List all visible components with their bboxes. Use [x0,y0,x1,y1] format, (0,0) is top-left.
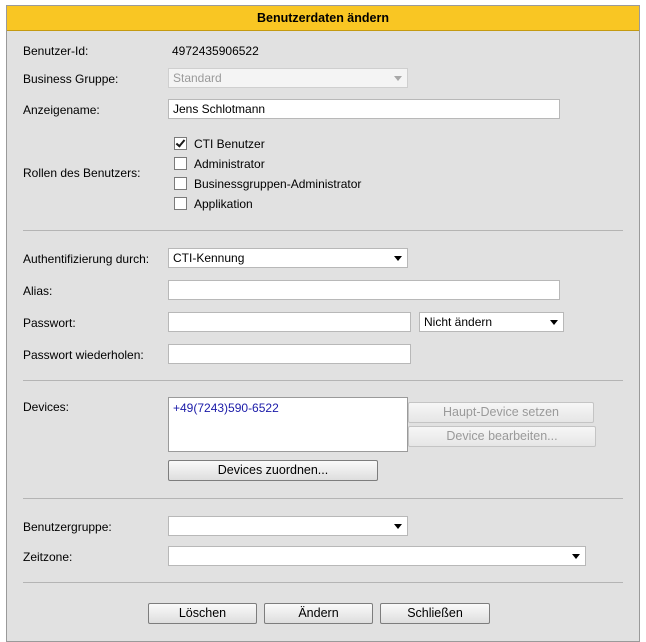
auth-select[interactable] [168,248,408,268]
application-checkbox[interactable] [174,197,187,210]
password-label: Passwort: [23,316,76,330]
administrator-label: Administrator [194,157,265,171]
chevron-down-icon [394,256,402,261]
separator [23,582,623,583]
administrator-checkbox[interactable] [174,157,187,170]
set-main-device-button[interactable]: Haupt-Device setzen [408,402,594,423]
display-name-value: Jens Schlotmann [173,102,266,116]
business-group-select [168,68,408,88]
business-group-label: Business Gruppe: [23,72,119,86]
user-group-label: Benutzergruppe: [23,520,112,534]
cti-user-checkbox[interactable] [174,137,187,150]
password-input[interactable] [168,312,411,332]
business-group-admin-label: Businessgruppen-Administrator [194,177,362,191]
separator [23,380,623,381]
dialog-title: Benutzerdaten ändern [7,6,639,31]
alias-label: Alias: [23,284,53,298]
delete-button[interactable]: Löschen [148,603,257,624]
timezone-label: Zeitzone: [23,550,73,564]
business-group-value: Standard [173,71,222,85]
application-label: Applikation [194,197,253,211]
roles-label: Rollen des Benutzers: [23,166,141,180]
devices-listbox[interactable] [168,397,408,452]
assign-devices-button[interactable]: Devices zuordnen... [168,460,378,481]
separator [23,498,623,499]
chevron-down-icon [394,524,402,529]
separator [23,230,623,231]
close-button[interactable]: Schließen [380,603,490,624]
devices-label: Devices: [23,400,70,414]
user-id-label: Benutzer-Id: [23,44,89,58]
auth-label: Authentifizierung durch: [23,252,150,266]
display-name-label: Anzeigename: [23,103,100,117]
auth-value: CTI-Kennung [173,251,245,265]
device-item[interactable]: +49(7243)590-6522 [173,401,279,415]
password-mode-value: Nicht ändern [424,315,493,329]
role-cti-user[interactable] [174,137,265,153]
role-administrator[interactable] [174,157,265,173]
chevron-down-icon [394,76,402,81]
alias-input[interactable] [168,280,560,300]
business-group-admin-checkbox[interactable] [174,177,187,190]
user-id-value: 4972435906522 [172,44,259,58]
user-edit-dialog [6,5,640,642]
password-repeat-input[interactable] [168,344,411,364]
chevron-down-icon [572,554,580,559]
display-name-input[interactable] [168,99,560,119]
user-group-select[interactable] [168,516,408,536]
role-business-group-admin[interactable] [174,177,361,193]
role-application[interactable] [174,197,253,213]
timezone-select[interactable] [168,546,586,566]
chevron-down-icon [550,320,558,325]
change-button[interactable]: Ändern [264,603,373,624]
cti-user-label: CTI Benutzer [194,137,265,151]
password-mode-select[interactable] [419,312,564,332]
password-repeat-label: Passwort wiederholen: [23,348,144,362]
edit-device-button[interactable]: Device bearbeiten... [408,426,596,447]
